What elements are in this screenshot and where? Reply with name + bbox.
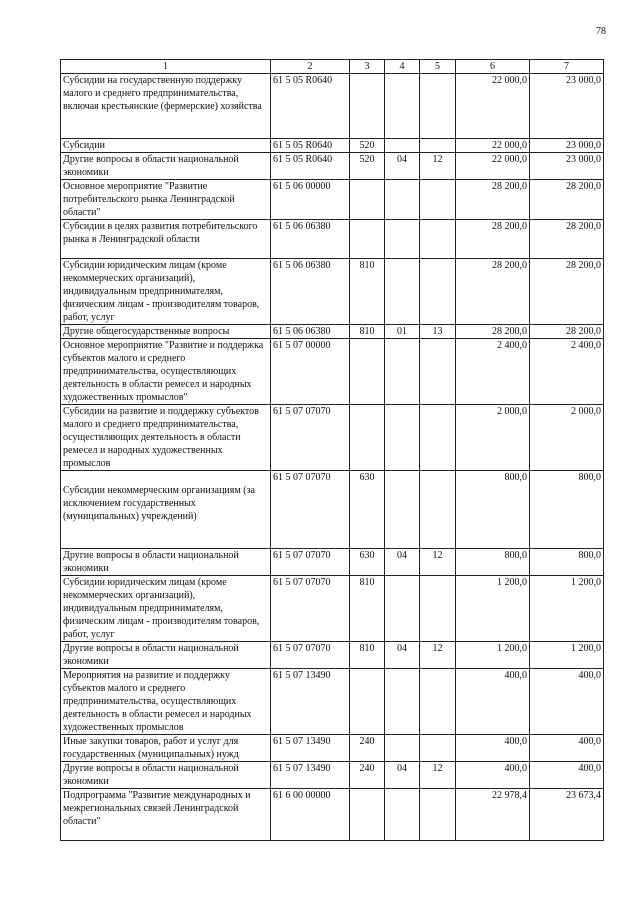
cell-c5 xyxy=(420,471,456,549)
table-row xyxy=(61,789,604,841)
cell-c7: 2 000,0 xyxy=(530,405,604,471)
cell-c5 xyxy=(420,339,456,405)
cell-code: 61 5 05 R0640 xyxy=(271,153,350,180)
header-cell: 5 xyxy=(420,60,456,74)
cell-c6: 22 000,0 xyxy=(456,74,530,139)
table-row xyxy=(61,549,604,576)
cell-c7: 23 000,0 xyxy=(530,139,604,153)
header-cell: 1 xyxy=(61,60,271,74)
cell-c5 xyxy=(420,180,456,220)
cell-c5 xyxy=(420,74,456,139)
cell-code: 61 5 06 06380 xyxy=(271,259,350,325)
cell-c4 xyxy=(385,180,420,220)
table-row xyxy=(61,576,604,642)
cell-c4 xyxy=(385,74,420,139)
table-row xyxy=(61,669,604,735)
cell-c4: 01 xyxy=(385,325,420,339)
cell-c3: 630 xyxy=(350,471,385,549)
cell-c6: 1 200,0 xyxy=(456,576,530,642)
cell-c4 xyxy=(385,220,420,259)
cell-c5 xyxy=(420,576,456,642)
cell-c6: 800,0 xyxy=(456,471,530,549)
cell-c7: 1 200,0 xyxy=(530,576,604,642)
table-row xyxy=(61,139,604,153)
cell-c7: 400,0 xyxy=(530,762,604,789)
cell-c4 xyxy=(385,405,420,471)
table-row xyxy=(61,471,604,549)
cell-c7: 400,0 xyxy=(530,735,604,762)
cell-c6: 28 200,0 xyxy=(456,220,530,259)
cell-c7: 800,0 xyxy=(530,549,604,576)
cell-c3: 240 xyxy=(350,735,385,762)
table-row xyxy=(61,762,604,789)
cell-name: Другие вопросы в области национальной экономики xyxy=(61,549,271,576)
cell-c6: 800,0 xyxy=(456,549,530,576)
cell-c3 xyxy=(350,789,385,841)
cell-c6: 22 978,4 xyxy=(456,789,530,841)
cell-c6: 2 400,0 xyxy=(456,339,530,405)
cell-name: Подпрограмма "Развитие международных и межрегиональных связей Ленинградской области" xyxy=(61,789,271,841)
budget-table xyxy=(60,59,604,841)
table-row xyxy=(61,339,604,405)
cell-name: Мероприятия на развитие и поддержку субъектов малого и среднего предпринимательства, осуществляющих деятельность в области ремесел и народных художественных промыслов xyxy=(61,669,271,735)
cell-c7: 2 400,0 xyxy=(530,339,604,405)
cell-c6: 2 000,0 xyxy=(456,405,530,471)
cell-name: Субсидии некоммерческим организациям (за исключением государственных (муниципальных) учреждений) xyxy=(61,471,271,549)
cell-code: 61 5 07 13490 xyxy=(271,669,350,735)
table-row xyxy=(61,642,604,669)
cell-c5 xyxy=(420,220,456,259)
table-row xyxy=(61,220,604,259)
cell-c4 xyxy=(385,259,420,325)
table-row xyxy=(61,259,604,325)
cell-c3 xyxy=(350,669,385,735)
cell-c5: 12 xyxy=(420,642,456,669)
header-cell: 7 xyxy=(530,60,604,74)
cell-c3: 810 xyxy=(350,576,385,642)
cell-code: 61 6 00 00000 xyxy=(271,789,350,841)
cell-c4: 04 xyxy=(385,153,420,180)
cell-name: Основное мероприятие "Развитие потребительского рынка Ленинградской области" xyxy=(61,180,271,220)
cell-name: Субсидии юридическим лицам (кроме некоммерческих организаций), индивидуальным предпринимателям, физическим лицам - производителям товаров, работ, услуг xyxy=(61,259,271,325)
cell-code: 61 5 07 00000 xyxy=(271,339,350,405)
cell-c7: 23 673,4 xyxy=(530,789,604,841)
table-row xyxy=(61,74,604,139)
cell-name: Иные закупки товаров, работ и услуг для государственных (муниципальных) нужд xyxy=(61,735,271,762)
cell-name: Основное мероприятие "Развитие и поддержка субъектов малого и среднего предпринимательства, осуществляющих деятельность в области ремесел и народных художественных промыслов" xyxy=(61,339,271,405)
cell-name: Субсидии на развитие и поддержку субъектов малого и среднего предпринимательства, осуществляющих деятельность в области ремесел и народных художественных промыслов xyxy=(61,405,271,471)
cell-c5: 12 xyxy=(420,762,456,789)
cell-c7: 23 000,0 xyxy=(530,153,604,180)
cell-c3: 520 xyxy=(350,153,385,180)
cell-c3 xyxy=(350,339,385,405)
cell-c5 xyxy=(420,789,456,841)
cell-name: Другие вопросы в области национальной экономики xyxy=(61,762,271,789)
cell-c7: 800,0 xyxy=(530,471,604,549)
cell-c3 xyxy=(350,405,385,471)
cell-name: Другие вопросы в области национальной экономики xyxy=(61,642,271,669)
cell-c7: 28 200,0 xyxy=(530,220,604,259)
cell-c6: 22 000,0 xyxy=(456,139,530,153)
cell-c4: 04 xyxy=(385,762,420,789)
cell-c7: 28 200,0 xyxy=(530,259,604,325)
cell-code: 61 5 07 07070 xyxy=(271,549,350,576)
cell-c3 xyxy=(350,220,385,259)
cell-c7: 1 200,0 xyxy=(530,642,604,669)
cell-c4: 04 xyxy=(385,642,420,669)
cell-code: 61 5 07 07070 xyxy=(271,405,350,471)
cell-c3: 520 xyxy=(350,139,385,153)
cell-c6: 28 200,0 xyxy=(456,325,530,339)
cell-name: Субсидии на государственную поддержку малого и среднего предпринимательства, включая крестьянские (фермерские) хозяйства xyxy=(61,74,271,139)
cell-c4 xyxy=(385,576,420,642)
cell-c7: 28 200,0 xyxy=(530,180,604,220)
table-header-row xyxy=(61,60,604,74)
cell-code: 61 5 07 07070 xyxy=(271,471,350,549)
cell-c4 xyxy=(385,789,420,841)
cell-c6: 400,0 xyxy=(456,762,530,789)
cell-c4 xyxy=(385,471,420,549)
page-number: 78 xyxy=(596,26,606,37)
cell-c7: 28 200,0 xyxy=(530,325,604,339)
cell-c5 xyxy=(420,259,456,325)
cell-name: Субсидии xyxy=(61,139,271,153)
table-row xyxy=(61,325,604,339)
cell-code: 61 5 06 06380 xyxy=(271,325,350,339)
cell-c4 xyxy=(385,669,420,735)
cell-name: Субсидии юридическим лицам (кроме некоммерческих организаций), индивидуальным предпринимателям, физическим лицам - производителям товаров, работ, услуг xyxy=(61,576,271,642)
cell-c4: 04 xyxy=(385,549,420,576)
cell-code: 61 5 06 00000 xyxy=(271,180,350,220)
header-cell: 2 xyxy=(271,60,350,74)
cell-code: 61 5 05 R0640 xyxy=(271,74,350,139)
cell-name: Другие общегосударственные вопросы xyxy=(61,325,271,339)
cell-c3: 810 xyxy=(350,642,385,669)
cell-c6: 22 000,0 xyxy=(456,153,530,180)
cell-code: 61 5 07 07070 xyxy=(271,576,350,642)
cell-c3: 810 xyxy=(350,325,385,339)
cell-c3 xyxy=(350,74,385,139)
cell-code: 61 5 07 13490 xyxy=(271,762,350,789)
cell-c3: 810 xyxy=(350,259,385,325)
cell-code: 61 5 07 13490 xyxy=(271,735,350,762)
cell-code: 61 5 07 07070 xyxy=(271,642,350,669)
header-cell: 3 xyxy=(350,60,385,74)
cell-name: Субсидии в целях развития потребительского рынка в Ленинградской области xyxy=(61,220,271,259)
cell-code: 61 5 05 R0640 xyxy=(271,139,350,153)
cell-c5: 12 xyxy=(420,153,456,180)
header-cell: 4 xyxy=(385,60,420,74)
table-row xyxy=(61,735,604,762)
cell-c6: 28 200,0 xyxy=(456,259,530,325)
cell-c5 xyxy=(420,139,456,153)
cell-c6: 400,0 xyxy=(456,735,530,762)
cell-c4 xyxy=(385,139,420,153)
table-row xyxy=(61,153,604,180)
cell-c4 xyxy=(385,735,420,762)
cell-c6: 1 200,0 xyxy=(456,642,530,669)
cell-c6: 400,0 xyxy=(456,669,530,735)
cell-c5 xyxy=(420,735,456,762)
cell-c5 xyxy=(420,669,456,735)
table-row xyxy=(61,180,604,220)
cell-c7: 23 000,0 xyxy=(530,74,604,139)
cell-code: 61 5 06 06380 xyxy=(271,220,350,259)
cell-name: Другие вопросы в области национальной экономики xyxy=(61,153,271,180)
cell-c5 xyxy=(420,405,456,471)
cell-c3: 240 xyxy=(350,762,385,789)
cell-c7: 400,0 xyxy=(530,669,604,735)
cell-c4 xyxy=(385,339,420,405)
cell-c6: 28 200,0 xyxy=(456,180,530,220)
cell-c3 xyxy=(350,180,385,220)
cell-c5: 13 xyxy=(420,325,456,339)
table-row xyxy=(61,405,604,471)
cell-c5: 12 xyxy=(420,549,456,576)
cell-c3: 630 xyxy=(350,549,385,576)
header-cell: 6 xyxy=(456,60,530,74)
